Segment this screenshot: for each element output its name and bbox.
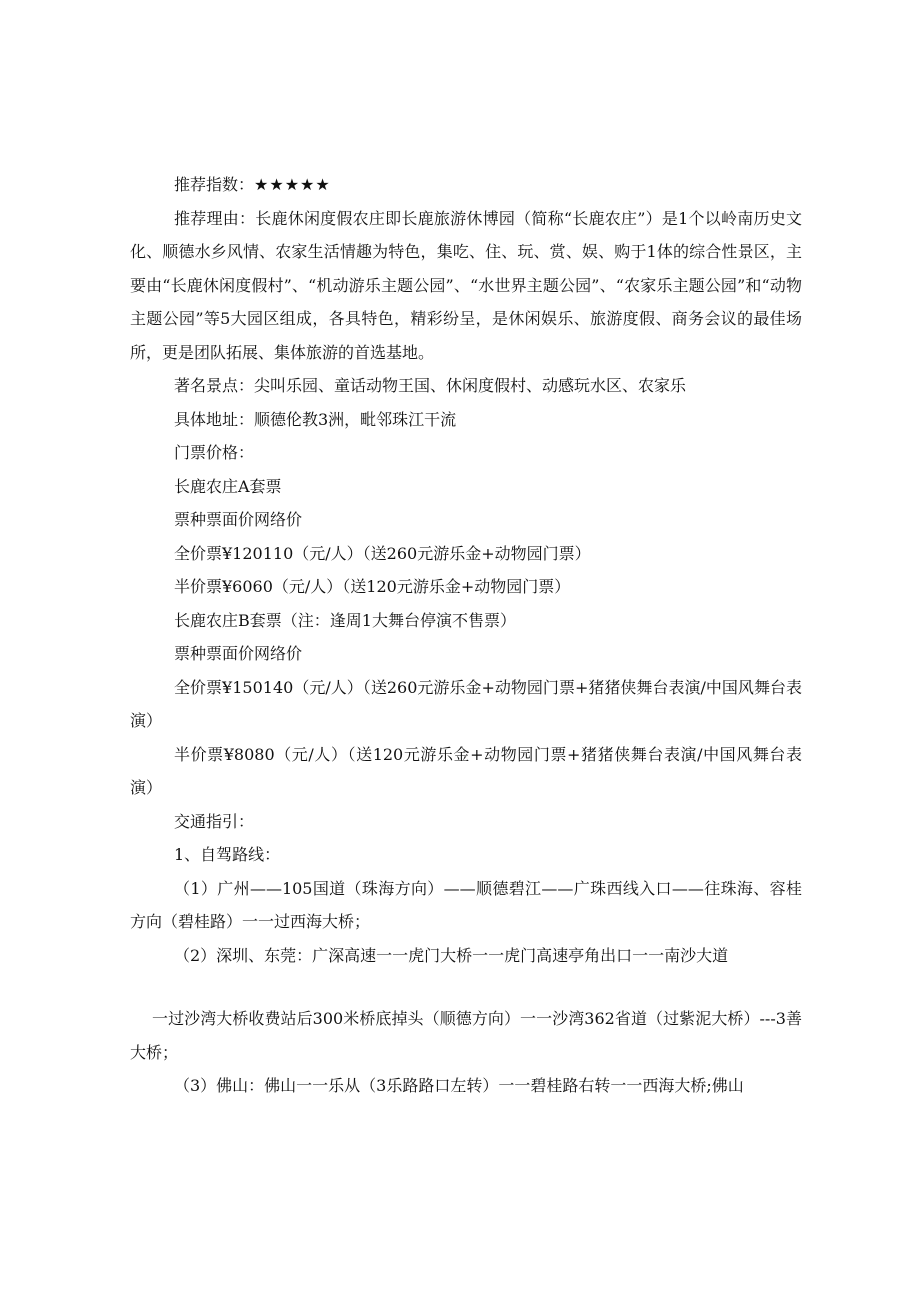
route-2-line-2: 一过沙湾大桥收费站后300米桥底掉头（顺德方向）一一沙湾362省道（过紫泥大桥）---3善大桥； — [130, 1009, 802, 1062]
address-paragraph: 具体地址：顺德伦教3洲，毗邻珠江干流 — [174, 409, 457, 429]
reason-paragraph: 推荐理由：长鹿休闲度假农庄即长鹿旅游休博园（简称“长鹿农庄”）是1个以岭南历史文化、顺德水乡风情、农家生活情趣为特色，集吃、住、玩、赏、娱、购于1体的综合性景区，主要由“长鹿休闲度假村”、“机动游乐主题公园”、“水世界主题公园”、“农家乐主题公园”和“动物主题公园”等5大园区组成，各具特色，精彩纷呈，是休闲娱乐、旅游度假、商务会议的最佳场所，更是团队拓展、集体旅游的首选基地。 — [130, 208, 802, 362]
package-a-header: 票种票面价网络价 — [174, 510, 303, 529]
rating-paragraph — [130, 168, 802, 202]
package-a-half-price: 半价票¥6060（元/人）（送120元游乐金+动物园门票） — [174, 577, 571, 596]
package-a-full-price: 全价票¥120110（元/人）（送260元游乐金+动物园门票） — [174, 543, 591, 563]
traffic-heading: 交通指引： — [174, 811, 255, 831]
rating-label: 推荐指数： — [174, 175, 255, 194]
attractions-paragraph: 著名景点：尖叫乐园、童话动物王国、休闲度假村、动感玩水区、农家乐 — [174, 376, 687, 395]
package-b-header: 票种票面价网络价 — [174, 644, 303, 663]
driving-heading: 1、自驾路线： — [174, 845, 281, 864]
package-a-title: 长鹿农庄A套票 — [174, 476, 282, 496]
ticket-heading: 门票价格： — [174, 443, 255, 462]
package-b-full-price: 全价票¥150140（元/人）（送260元游乐金+动物园门票+猪猪侠舞台表演/中国风舞台表演） — [130, 677, 802, 730]
package-b-half-price: 半价票¥8080（元/人）（送120元游乐金+动物园门票+猪猪侠舞台表演/中国风舞台表演） — [130, 744, 802, 797]
route-3: （3）佛山：佛山一一乐从（3乐路路口左转）一一碧桂路右转一一西海大桥;佛山 — [174, 1076, 744, 1095]
package-b-title: 长鹿农庄B套票（注：逢周1大舞台停演不售票） — [174, 610, 516, 630]
document-body — [130, 168, 802, 1103]
rating-stars: ★★★★★ — [254, 175, 331, 194]
route-2-line-1: （2）深圳、东莞：广深高速一一虎门大桥一一虎门高速亭角出口一一南沙大道 — [174, 945, 729, 965]
route-1: （1）广州——105国道（珠海方向）——顺德碧江——广珠西线入口——往珠海、容桂方向（碧桂路）一一过西海大桥； — [130, 878, 802, 931]
